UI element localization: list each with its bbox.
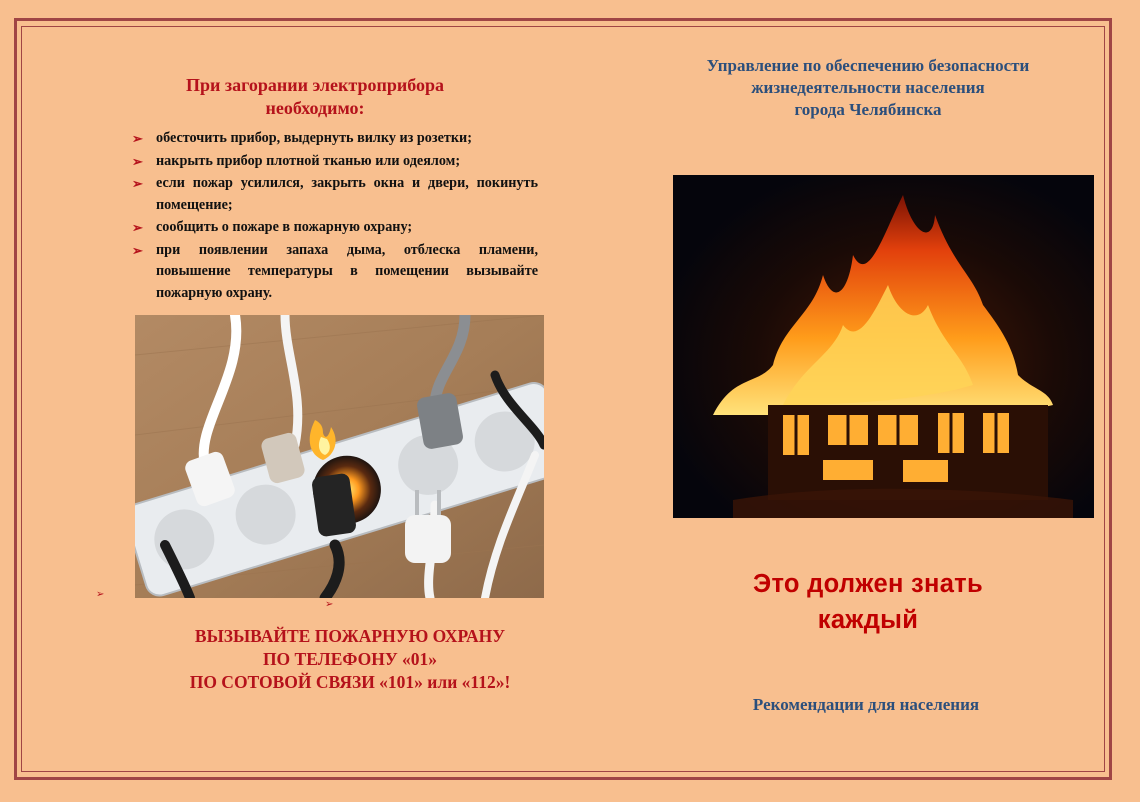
slogan-line-1: Это должен знать: [753, 570, 983, 598]
left-heading: [150, 74, 480, 120]
organization-name: [660, 55, 1076, 121]
burning-power-strip-photo: [135, 315, 544, 598]
left-heading-line-1: При загорании электроприбора: [186, 75, 444, 95]
list-item-text: накрыть прибор плотной тканью или одеялом;: [156, 152, 461, 169]
left-heading-line-2: необходимо:: [265, 98, 365, 118]
org-line-3: города Челябинска: [794, 100, 942, 119]
arrow-bullet-icon: ➢: [325, 599, 334, 610]
arrow-bullet-icon: ➢: [132, 131, 143, 146]
list-item-text: при появлении запаха дыма, отблеска пламени, повышение температуры в помещении вызывайте пожарную охрану.: [156, 241, 538, 301]
org-line-1: Управление по обеспечению безопасности: [706, 56, 1030, 75]
list-item: [130, 217, 538, 239]
list-item: [130, 173, 538, 216]
arrow-bullet-icon: ➢: [132, 242, 143, 258]
list-item: [130, 151, 538, 173]
call-line-2: ПО ТЕЛЕФОНУ «01»: [262, 649, 438, 669]
slogan: [700, 566, 1036, 638]
burning-house-photo: [673, 175, 1094, 518]
list-item: [130, 240, 538, 305]
list-item-text: сообщить о пожаре в пожарную охрану;: [156, 219, 413, 235]
arrow-bullet-icon: ➢: [132, 153, 143, 169]
arrow-bullet-icon: ➢: [132, 176, 143, 191]
org-line-2: жизнедеятельности населения: [751, 78, 985, 97]
instructions-list: [130, 128, 538, 305]
list-item: [130, 128, 538, 150]
burning-power-strip-illustration: [135, 315, 544, 598]
call-line-1: ВЫЗЫВАЙТЕ ПОЖАРНУЮ ОХРАНУ: [194, 626, 506, 646]
call-line-3: ПО СОТОВОЙ СВЯЗИ «101» или «112»!: [189, 672, 511, 692]
recommendations-label: Рекомендации для населения: [752, 695, 980, 714]
arrow-bullet-icon: ➢: [96, 589, 105, 600]
arrow-bullet-icon: ➢: [132, 220, 143, 235]
slogan-line-2: каждый: [817, 606, 919, 634]
emergency-call-notice: [120, 625, 580, 694]
list-item-text: обесточить прибор, выдернуть вилку из розетки;: [156, 130, 472, 146]
list-item-text: если пожар усилился, закрыть окна и двери, покинуть помещение;: [156, 175, 538, 213]
burning-house-illustration: [673, 175, 1094, 518]
